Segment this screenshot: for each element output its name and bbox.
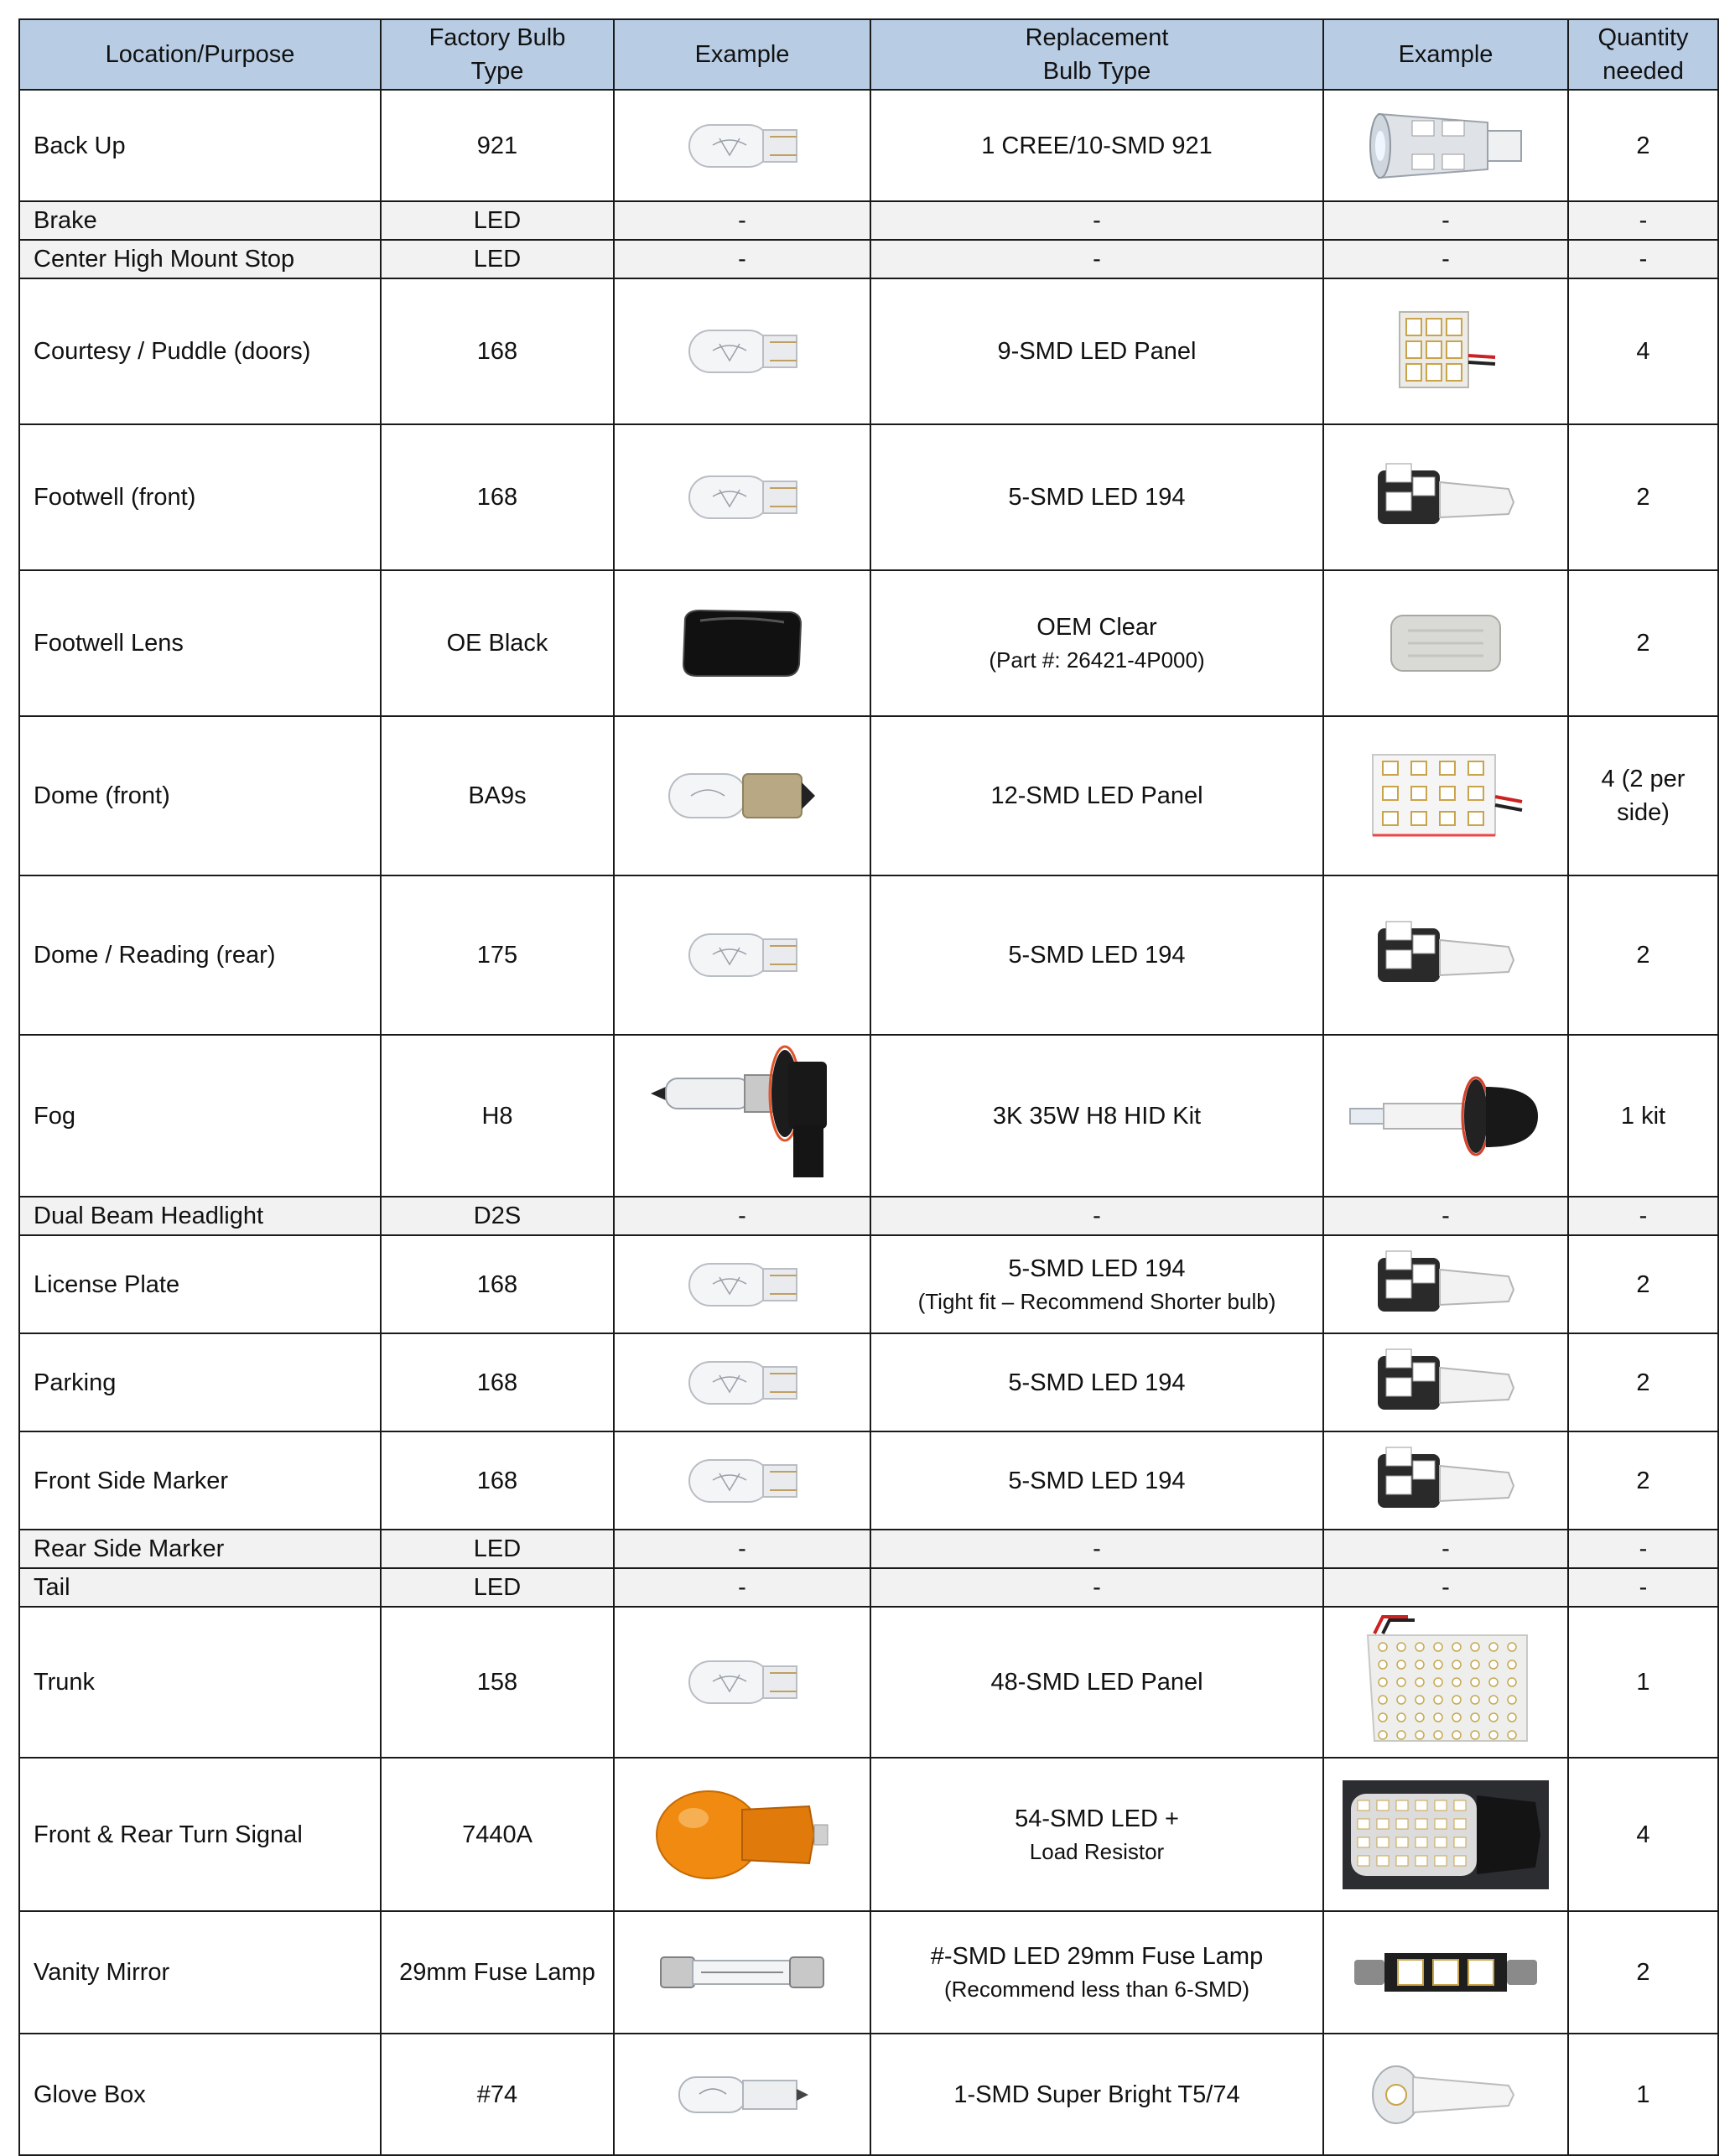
quantity-cell: 4 bbox=[1568, 1758, 1718, 1911]
replacement-name: 5-SMD LED 194 bbox=[1008, 484, 1186, 511]
replacement-name: 5-SMD LED 194 bbox=[1008, 1467, 1186, 1494]
quantity-cell: - bbox=[1568, 1530, 1718, 1568]
wedge-bulb-168-icon bbox=[615, 1255, 870, 1314]
factory-example-cell bbox=[614, 1035, 870, 1197]
led-panel-12-icon bbox=[1324, 750, 1567, 842]
factory-bulb-cell: 168 bbox=[381, 278, 614, 424]
header-quantity bbox=[1568, 19, 1718, 90]
replacement-name: 5-SMD LED 194 bbox=[1008, 1369, 1186, 1396]
header-example-replacement: Example bbox=[1323, 19, 1568, 90]
factory-bulb-cell: 168 bbox=[381, 424, 614, 570]
factory-example-cell: - bbox=[614, 1530, 870, 1568]
factory-bulb-cell: 7440A bbox=[381, 1758, 614, 1911]
factory-example-cell: - bbox=[614, 240, 870, 278]
header-row bbox=[19, 19, 1718, 90]
table-row bbox=[19, 278, 1718, 424]
wedge-bulb-168-icon bbox=[615, 468, 870, 527]
header-factory-line1: Factory Bulb bbox=[429, 24, 566, 51]
location-cell: Dual Beam Headlight bbox=[19, 1197, 381, 1235]
location-cell: Front Side Marker bbox=[19, 1431, 381, 1530]
replacement-bulb-cell bbox=[870, 1333, 1323, 1431]
wedge-bulb-158-icon bbox=[615, 1653, 870, 1712]
quantity-cell: 2 bbox=[1568, 875, 1718, 1035]
table-row bbox=[19, 875, 1718, 1035]
quantity-cell: 2 bbox=[1568, 1431, 1718, 1530]
ba9s-bulb-icon bbox=[615, 762, 870, 829]
wedge-bulb-175-icon bbox=[615, 926, 870, 984]
replacement-example-cell bbox=[1323, 278, 1568, 424]
factory-bulb-cell: 168 bbox=[381, 1333, 614, 1431]
header-location: Location/Purpose bbox=[19, 19, 381, 90]
replacement-name: OEM Clear bbox=[1036, 614, 1157, 641]
factory-bulb-cell: LED bbox=[381, 1530, 614, 1568]
smd-led-194-icon bbox=[1324, 1341, 1567, 1425]
led-panel-48-icon bbox=[1324, 1615, 1567, 1749]
replacement-example-cell bbox=[1323, 1431, 1568, 1530]
festoon-led-icon bbox=[1324, 1943, 1567, 2002]
quantity-cell: - bbox=[1568, 201, 1718, 240]
t5-led-icon bbox=[1324, 2057, 1567, 2133]
factory-example-cell bbox=[614, 424, 870, 570]
replacement-name: 5-SMD LED 194 bbox=[1008, 1255, 1186, 1282]
h8-halogen-bulb-icon bbox=[615, 1045, 870, 1187]
replacement-name: - bbox=[1093, 1203, 1101, 1229]
factory-example-cell: - bbox=[614, 201, 870, 240]
factory-bulb-cell: 158 bbox=[381, 1607, 614, 1758]
replacement-name: 1-SMD Super Bright T5/74 bbox=[953, 2081, 1240, 2108]
location-cell: Footwell Lens bbox=[19, 570, 381, 716]
location-cell: Courtesy / Puddle (doors) bbox=[19, 278, 381, 424]
replacement-name: 3K 35W H8 HID Kit bbox=[992, 1102, 1202, 1130]
table-row bbox=[19, 201, 1718, 240]
quantity-cell: 1 bbox=[1568, 2034, 1718, 2155]
replacement-bulb-cell bbox=[870, 1235, 1323, 1333]
location-cell: Rear Side Marker bbox=[19, 1530, 381, 1568]
replacement-bulb-cell bbox=[870, 716, 1323, 875]
factory-bulb-cell: BA9s bbox=[381, 716, 614, 875]
table-row bbox=[19, 1568, 1718, 1607]
location-cell: Back Up bbox=[19, 90, 381, 201]
replacement-name: 54-SMD LED + bbox=[1015, 1805, 1179, 1832]
factory-bulb-cell: OE Black bbox=[381, 570, 614, 716]
bulb-table bbox=[18, 18, 1719, 2156]
replacement-example-cell bbox=[1323, 1911, 1568, 2034]
factory-bulb-cell: H8 bbox=[381, 1035, 614, 1197]
replacement-name: - bbox=[1093, 1535, 1101, 1562]
location-cell: Tail bbox=[19, 1568, 381, 1607]
quantity-cell: 1 bbox=[1568, 1607, 1718, 1758]
factory-example-cell: - bbox=[614, 1197, 870, 1235]
factory-bulb-cell: 175 bbox=[381, 875, 614, 1035]
factory-bulb-cell: 168 bbox=[381, 1431, 614, 1530]
amber-7440a-bulb-icon bbox=[615, 1785, 870, 1885]
replacement-bulb-cell bbox=[870, 1607, 1323, 1758]
replacement-example-cell bbox=[1323, 1333, 1568, 1431]
quantity-cell: 1 kit bbox=[1568, 1035, 1718, 1197]
replacement-name: 12-SMD LED Panel bbox=[990, 782, 1203, 809]
factory-bulb-cell: LED bbox=[381, 1568, 614, 1607]
replacement-bulb-cell bbox=[870, 1197, 1323, 1235]
factory-bulb-cell: LED bbox=[381, 201, 614, 240]
header-replacement-line2: Bulb Type bbox=[1042, 58, 1151, 85]
table-row bbox=[19, 2034, 1718, 2155]
header-factory-bulb-type bbox=[381, 19, 614, 90]
table-row bbox=[19, 1035, 1718, 1197]
replacement-bulb-cell bbox=[870, 2034, 1323, 2155]
quantity-cell: 4 bbox=[1568, 278, 1718, 424]
replacement-example-cell bbox=[1323, 1235, 1568, 1333]
replacement-example-cell bbox=[1323, 1758, 1568, 1911]
replacement-example-cell bbox=[1323, 716, 1568, 875]
replacement-bulb-cell bbox=[870, 90, 1323, 201]
quantity-cell: 2 bbox=[1568, 1911, 1718, 2034]
location-cell: Front & Rear Turn Signal bbox=[19, 1758, 381, 1911]
header-example-factory: Example bbox=[614, 19, 870, 90]
replacement-name: - bbox=[1093, 1574, 1101, 1601]
table-row bbox=[19, 1530, 1718, 1568]
replacement-bulb-cell bbox=[870, 875, 1323, 1035]
replacement-bulb-cell bbox=[870, 1758, 1323, 1911]
clear-lens-icon bbox=[1324, 605, 1567, 681]
replacement-note: (Part #: 26421-4P000) bbox=[989, 647, 1205, 673]
header-quantity-line2: needed bbox=[1603, 58, 1684, 85]
table-row bbox=[19, 716, 1718, 875]
location-cell: Parking bbox=[19, 1333, 381, 1431]
replacement-bulb-cell bbox=[870, 1035, 1323, 1197]
table-row bbox=[19, 1197, 1718, 1235]
replacement-name: 48-SMD LED Panel bbox=[990, 1669, 1203, 1696]
smd-led-194-icon bbox=[1324, 455, 1567, 539]
replacement-example-cell bbox=[1323, 90, 1568, 201]
factory-example-cell bbox=[614, 875, 870, 1035]
replacement-example-cell: - bbox=[1323, 201, 1568, 240]
table-row bbox=[19, 1333, 1718, 1431]
replacement-example-cell bbox=[1323, 2034, 1568, 2155]
table-row bbox=[19, 240, 1718, 278]
table-row bbox=[19, 1758, 1718, 1911]
factory-example-cell bbox=[614, 1333, 870, 1431]
replacement-note: (Recommend less than 6-SMD) bbox=[943, 1977, 1250, 2002]
factory-bulb-cell: 921 bbox=[381, 90, 614, 201]
factory-example-cell bbox=[614, 1235, 870, 1333]
replacement-name: #-SMD LED 29mm Fuse Lamp bbox=[930, 1943, 1264, 1970]
smd-led-194-icon bbox=[1324, 913, 1567, 997]
cree-smd-921-led-icon bbox=[1324, 102, 1567, 190]
location-cell: Dome (front) bbox=[19, 716, 381, 875]
replacement-name: - bbox=[1093, 207, 1101, 234]
smd-led-194-icon bbox=[1324, 1439, 1567, 1523]
factory-bulb-cell: 29mm Fuse Lamp bbox=[381, 1911, 614, 2034]
smd-led-194-icon bbox=[1324, 1243, 1567, 1327]
header-factory-line2: Type bbox=[470, 58, 524, 85]
replacement-example-cell bbox=[1323, 875, 1568, 1035]
replacement-name: 5-SMD LED 194 bbox=[1008, 942, 1186, 969]
table-row bbox=[19, 1431, 1718, 1530]
replacement-note: Load Resistor bbox=[1029, 1838, 1165, 1864]
location-cell: Fog bbox=[19, 1035, 381, 1197]
replacement-bulb-cell bbox=[870, 1431, 1323, 1530]
location-cell: Dome / Reading (rear) bbox=[19, 875, 381, 1035]
replacement-bulb-cell bbox=[870, 1568, 1323, 1607]
factory-example-cell bbox=[614, 1911, 870, 2034]
header-quantity-line1: Quantity bbox=[1597, 24, 1689, 51]
wedge-bulb-168-icon bbox=[615, 1353, 870, 1412]
quantity-cell: 2 bbox=[1568, 90, 1718, 201]
replacement-note: (Tight fit – Recommend Shorter bulb) bbox=[917, 1288, 1276, 1314]
table-row bbox=[19, 1235, 1718, 1333]
replacement-bulb-cell bbox=[870, 201, 1323, 240]
quantity-cell: 2 bbox=[1568, 570, 1718, 716]
table-row bbox=[19, 570, 1718, 716]
led-panel-9-icon bbox=[1324, 305, 1567, 397]
quantity-cell: - bbox=[1568, 240, 1718, 278]
factory-example-cell bbox=[614, 570, 870, 716]
wedge-bulb-168-icon bbox=[615, 322, 870, 381]
quantity-cell: - bbox=[1568, 1568, 1718, 1607]
factory-example-cell bbox=[614, 716, 870, 875]
location-cell: Brake bbox=[19, 201, 381, 240]
fuse-lamp-icon bbox=[615, 1939, 870, 2006]
location-cell: Center High Mount Stop bbox=[19, 240, 381, 278]
replacement-bulb-cell bbox=[870, 570, 1323, 716]
wedge-bulb-921-icon bbox=[615, 117, 870, 175]
replacement-bulb-cell bbox=[870, 1530, 1323, 1568]
quantity-cell: 4 (2 per side) bbox=[1568, 716, 1718, 875]
location-cell: Vanity Mirror bbox=[19, 1911, 381, 2034]
quantity-cell: - bbox=[1568, 1197, 1718, 1235]
replacement-example-cell bbox=[1323, 1035, 1568, 1197]
replacement-bulb-cell bbox=[870, 278, 1323, 424]
location-cell: Glove Box bbox=[19, 2034, 381, 2155]
factory-bulb-cell: #74 bbox=[381, 2034, 614, 2155]
replacement-example-cell: - bbox=[1323, 1568, 1568, 1607]
header-replacement-bulb-type bbox=[870, 19, 1323, 90]
factory-example-cell bbox=[614, 1758, 870, 1911]
replacement-name: - bbox=[1093, 246, 1101, 273]
smd-led-54-icon bbox=[1324, 1779, 1567, 1891]
location-cell: Trunk bbox=[19, 1607, 381, 1758]
factory-example-cell: - bbox=[614, 1568, 870, 1607]
replacement-name: 1 CREE/10-SMD 921 bbox=[981, 132, 1213, 159]
replacement-example-cell bbox=[1323, 1607, 1568, 1758]
replacement-example-cell bbox=[1323, 424, 1568, 570]
header-replacement-line1: Replacement bbox=[1025, 24, 1169, 51]
factory-bulb-cell: LED bbox=[381, 240, 614, 278]
location-cell: License Plate bbox=[19, 1235, 381, 1333]
replacement-example-cell: - bbox=[1323, 1530, 1568, 1568]
replacement-name: 9-SMD LED Panel bbox=[997, 338, 1197, 365]
table-body bbox=[19, 90, 1718, 2155]
factory-example-cell bbox=[614, 90, 870, 201]
table-row bbox=[19, 424, 1718, 570]
factory-example-cell bbox=[614, 278, 870, 424]
black-lens-icon bbox=[615, 605, 870, 681]
factory-example-cell bbox=[614, 1607, 870, 1758]
t5-74-bulb-icon bbox=[615, 2065, 870, 2124]
quantity-cell: 2 bbox=[1568, 1333, 1718, 1431]
factory-bulb-cell: D2S bbox=[381, 1197, 614, 1235]
replacement-bulb-cell bbox=[870, 240, 1323, 278]
replacement-bulb-cell bbox=[870, 1911, 1323, 2034]
wedge-bulb-168-icon bbox=[615, 1452, 870, 1510]
table-row bbox=[19, 1607, 1718, 1758]
quantity-cell: 2 bbox=[1568, 424, 1718, 570]
hid-bulb-icon bbox=[1324, 1070, 1567, 1162]
table-row bbox=[19, 1911, 1718, 2034]
replacement-example-cell: - bbox=[1323, 240, 1568, 278]
location-cell: Footwell (front) bbox=[19, 424, 381, 570]
replacement-bulb-cell bbox=[870, 424, 1323, 570]
table-row bbox=[19, 90, 1718, 201]
replacement-example-cell: - bbox=[1323, 1197, 1568, 1235]
factory-bulb-cell: 168 bbox=[381, 1235, 614, 1333]
quantity-cell: 2 bbox=[1568, 1235, 1718, 1333]
factory-example-cell bbox=[614, 2034, 870, 2155]
replacement-example-cell bbox=[1323, 570, 1568, 716]
factory-example-cell bbox=[614, 1431, 870, 1530]
